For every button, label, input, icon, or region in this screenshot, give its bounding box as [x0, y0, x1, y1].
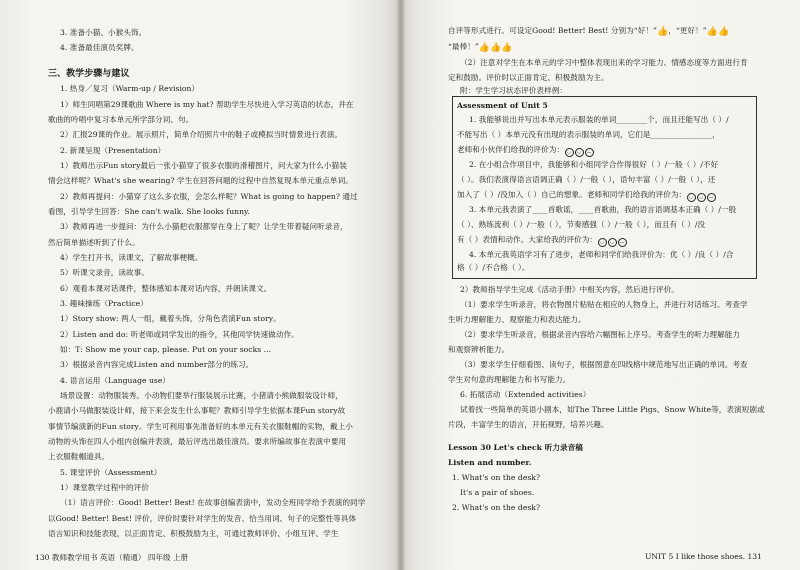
assessment-line: 4. 本单元我英语学习有了进步，老师和同学们给我评价为：优（ ）/良（ ）/合	[469, 250, 734, 259]
assessment-title: Assessment of Unit 5	[457, 101, 548, 110]
thumbs-up-icon: 👍👍	[706, 27, 730, 37]
text-segment: 有（ ）表情和动作。大家给我的评价为：	[457, 235, 598, 244]
assessment-line	[457, 190, 716, 202]
text-line: 3）教师再进一步提问：为什么小猫把衣服都穿在身上了呢？让学生带着疑问听录音，	[60, 222, 348, 231]
text-line: It's a pair of shoes.	[460, 488, 535, 497]
text-line: 1）师生同唱第29课歌曲 Where is my hat? 帮助学生尽快进入学习英语的状态，并在	[60, 100, 354, 109]
text-line: 4）学生打开书，读课文，了解故事梗概。	[60, 253, 203, 262]
smiley-face-icon: ◡	[575, 148, 584, 157]
text-line: 歌曲的吟唱中复习本单元所学部分词、句。	[48, 115, 194, 124]
text-line: 2. 新课呈现（Presentation）	[60, 146, 166, 155]
assessment-line: 不能写出（ ）本单元没有出现的表示服装的单词，它们是________________，	[457, 130, 720, 139]
text-line: 事情节编演新的Fun story。学生可利用事先准备好的本单元有关衣服鞋帽的实物，戴上小	[48, 422, 353, 431]
text-line: 然后简单描述听到了什么。	[48, 238, 140, 247]
text-line: 2）教师再提问：小猫穿了这么多衣服，会怎么样呢？What is going to happen? 通过	[60, 192, 358, 201]
text-line: 情会这样呢？What's she wearing? 学生在回答问题的过程中自然复现本单元重点单词。	[48, 176, 353, 185]
text-line: 1）Story show: 两人一组，戴着头饰，分角色表演Fun story。	[60, 314, 281, 323]
text-line: 试着找一些简单的英语小剧本，如The Three Little Pigs、Snow White等，表演短剧或	[460, 405, 765, 414]
text-line: 3. 准备小猫、小猴头饰。	[60, 28, 147, 37]
text-line: 语言知识和技能表现，以正面肯定、积极鼓励为主，可通过教师评价、小组互评、学生	[48, 529, 339, 538]
text-line: 2）Listen and do: 听老师或同学发出的指令，其他同学快速做动作。	[60, 330, 299, 339]
text-line: 2）汇报29课的作业。展示照片，简单介绍照片中的鞋子或模拟当时情景进行表演。	[60, 130, 343, 139]
assessment-box	[452, 96, 757, 279]
text-segment: ，“更好！”	[668, 26, 707, 35]
smiley-face-icon: ◡	[565, 148, 574, 157]
smiley-face-icon: ◡	[598, 238, 607, 247]
text-line: 定和鼓励。评价时以正面肯定、积极鼓励为主。	[448, 73, 609, 82]
sad-face-icon: ︵	[708, 194, 714, 200]
text-line: 1）教师出示Fun story最后一张小猫穿了很多衣服的滑稽图片，问大家为什么小猫装	[60, 161, 347, 170]
assessment-line	[457, 235, 627, 247]
text-line: （2）注意对学生在本单元的学习中整体表现出来的学习能力、情感态度等方面进行肯	[460, 58, 748, 67]
text-line: （3）要求学生仔细看图、读句子，根据图意在四线格中规范地写出正确的单词。考查	[460, 360, 748, 369]
text-line: 上衣服鞋帽道具。	[48, 452, 110, 461]
text-line: 4. 准备最佳演员奖牌。	[60, 43, 139, 52]
text-segment: 加入了（ ）/没加入（ ）自己的想象。老师和同学们给我的评价为：	[457, 190, 687, 199]
assessment-line: 格（ ）/不合格（ ）。	[457, 263, 530, 272]
text-line	[448, 26, 729, 37]
assessment-line: 1. 我能够说出并写出本单元表示服装的单词________个，而且还能写出（ ）/	[469, 115, 729, 124]
text-line: （1）要求学生听录音，将衣物图片粘贴在相应的人物身上，并进行对话练习。考查学	[460, 300, 748, 309]
text-line: 6. 拓展活动（Extended activities）	[460, 390, 591, 399]
text-line: 和观察辨析能力。	[448, 345, 510, 354]
text-line: 小鹿请小马做服装设计师，接下来会发生什么事呢？教师引导学生依据本课Fun story故	[48, 406, 346, 415]
text-segment: 老师和小伙伴们给我的评价为：	[457, 145, 565, 154]
section-heading: Listen and number.	[448, 458, 532, 467]
page-footer-right: UNIT 5 I like those shoes. 131	[645, 552, 762, 561]
text-line: 看图，引导学生回答：She can't walk. She looks funny.	[48, 207, 250, 216]
text-line	[448, 42, 513, 53]
book-gutter	[397, 0, 405, 570]
text-line: 学生对句意的理解能力和书写能力。	[448, 375, 571, 384]
text-line: 以Good! Better! Best! 评价，评价时要针对学生的发音、恰当用词、句子的完整性等具体	[48, 514, 357, 523]
thumbs-up-icon: 👍👍👍	[478, 43, 513, 53]
text-line: 1）课堂教学过程中的评价	[60, 483, 149, 492]
assessment-line	[457, 145, 594, 157]
page-footer-left: 130 教师教学用书 英语（精通） 四年级 上册	[35, 553, 189, 562]
text-line: 1. What's on the desk?	[452, 473, 541, 482]
assessment-line: （ ）。我们表演得语言语调正确（ ）/一般（ ），语句丰富（ ）/一般（ ），还	[457, 175, 716, 184]
text-line: 场景设置：动物服装秀。小动物们要举行服装展示比赛，小猪请小熊做服装设计师，	[60, 391, 343, 400]
text-line: 5）听课文录音，读故事。	[60, 268, 149, 277]
text-line: 1. 热身／复习（Warm-up / Revision）	[60, 84, 200, 93]
smiley-face-icon: ◡	[608, 238, 617, 247]
text-line: 片段，丰富学生的语言，开拓视野，培养兴趣。	[448, 420, 609, 429]
assessment-line: （ ）、熟练流利（ ）/一般（ ），节奏感强（ ）/一般（ ），而且有（ ）/没	[457, 220, 706, 229]
sad-face-icon: ︵	[619, 239, 625, 245]
assessment-line: 2. 在小组合作项目中，我能够和小组同学合作得很好（ ）/一般（ ）/不好	[469, 160, 719, 169]
text-line: 5. 课堂评价（Assessment）	[60, 468, 162, 477]
section-heading: 三、教学步骤与建议	[48, 69, 130, 79]
text-segment: “最棒！”	[448, 42, 479, 51]
text-line: 生听力理解能力、观察能力和表达能力。	[448, 315, 586, 324]
thumbs-up-icon: 👍	[656, 27, 669, 37]
text-line: 4. 语言运用（Language use）	[60, 376, 171, 385]
right-page	[400, 0, 800, 570]
text-line: 6）观看本课对话课件，整体感知本课对话内容，并朗读课文。	[60, 284, 272, 293]
text-line: 如：T: Show me your cap, please. Put on your socks ...	[60, 345, 272, 354]
text-line: （1）语言评价：Good! Better! Best! 在故事创编表演中，发动全班同学给予表演的同学	[60, 498, 366, 507]
text-line: 3）根据录音内容完成Listen and number部分的练习。	[60, 360, 254, 369]
text-line: （2）要求学生听录音，根据录音内容给六幅图标上序号。考查学生的听力理解能力	[460, 330, 741, 339]
smiley-face-icon: ◡	[687, 193, 696, 202]
text-line: 2. What's on the desk?	[452, 503, 541, 512]
text-line: 附：学生学习状态评价表样例：	[460, 86, 568, 95]
text-line: 3. 趣味操练（Practice）	[60, 299, 148, 308]
smiley-face-icon: ◡	[697, 193, 706, 202]
section-heading: Lesson 30 Let's check 听力录音稿	[448, 443, 583, 452]
sad-face-icon: ︵	[586, 149, 592, 155]
text-line: 2）教师指导学生完成《活动手册》中相关内容，然后进行评价。	[460, 285, 679, 294]
text-line: 动物的头饰在四人小组内创编并表演，最后评选出最佳演员。要求所编故事在表演中要用	[48, 437, 347, 446]
assessment-line: 3. 本单元我表演了____首歌谣，____首歌曲，我的语言语调基本正确（ ）/一般	[469, 205, 737, 214]
text-segment: 自评等形式进行。可设定Good! Better! Best! 分别为“好！”	[448, 26, 657, 35]
